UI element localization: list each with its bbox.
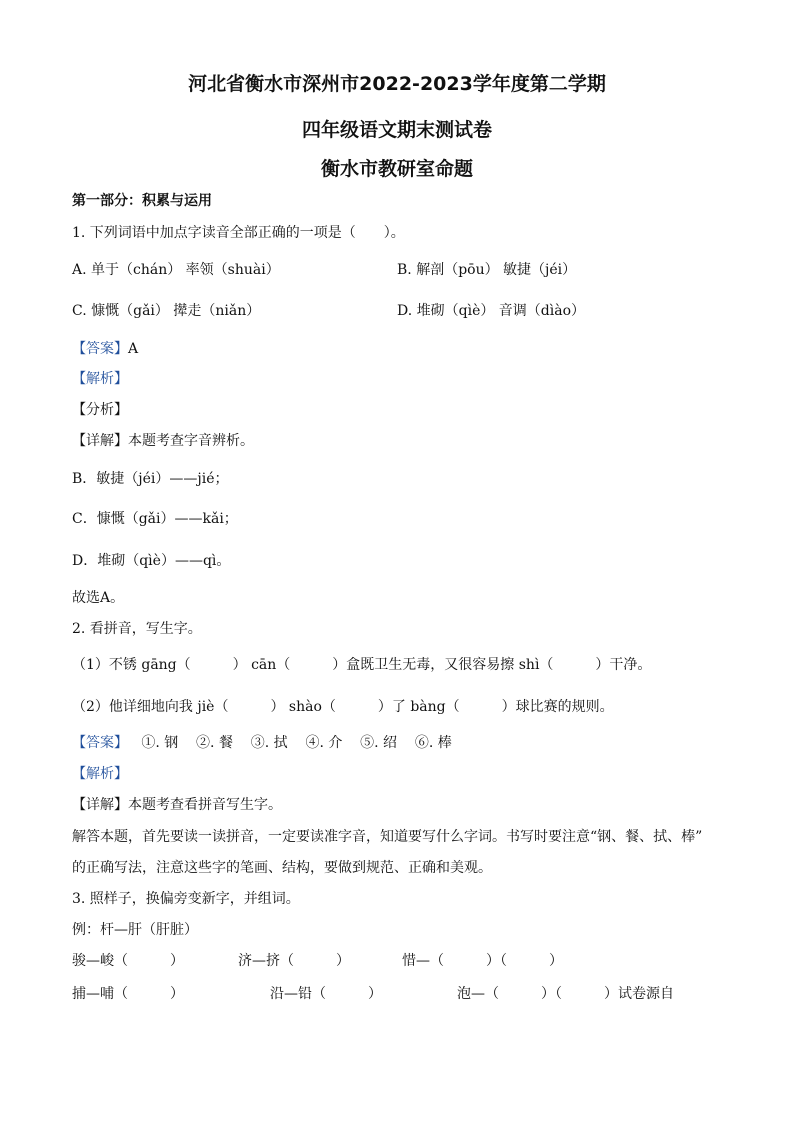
answer-tag: 【答案】 xyxy=(72,341,128,357)
q3-row1-col2: 济—挤（ ） xyxy=(238,953,350,969)
q1-line-d: D．堆砌（qìè）——qì。 xyxy=(72,553,231,569)
detail-tag: 【详解】 xyxy=(72,797,128,813)
q2-detail xyxy=(72,796,282,814)
q3-row2-col2: 沿—铅（ ） xyxy=(270,986,382,1002)
q2-jiexi-tag: 【解析】 xyxy=(72,766,128,782)
q1-line-b: B．敏捷（jéi）——jié； xyxy=(72,471,229,487)
q3-stem: 3. 照样子，换偏旁变新字，并组词。 xyxy=(72,891,300,907)
detail-tag: 【详解】 xyxy=(72,433,128,449)
exam-author: 衡水市教研室命题 xyxy=(320,158,473,180)
q1-answer xyxy=(72,340,138,358)
q1-detail xyxy=(72,432,254,450)
q2-para-2: 的正确写法，注意这些字的笔画、结构，要做到规范、正确和美观。 xyxy=(72,860,492,876)
answer-value: ①. 钢 ②. 餐 ③. 拭 ④. 介 ⑤. 绍 ⑥. 棒 xyxy=(128,735,452,751)
answer-value: A xyxy=(128,341,139,357)
q1-option-b: B. 解剖（pōu） 敏捷（jéi） xyxy=(397,262,577,278)
q1-jiexi-tag: 【解析】 xyxy=(72,371,128,387)
detail-text: 本题考查看拼音写生字。 xyxy=(128,797,282,813)
q2-answer xyxy=(72,734,452,752)
q3-row2-col3: 泡—（ ）（ ）试卷源自 xyxy=(457,986,674,1002)
detail-text: 本题考查字音辨析。 xyxy=(128,433,254,449)
q1-option-c: C. 慷慨（gǎi） 撵走（niǎn） xyxy=(72,303,261,319)
answer-tag: 【答案】 xyxy=(72,735,128,751)
q2-para-1: 解答本题，首先要读一读拼音，一定要读准字音，知道要写什么字词。书写时要注意“钢、餐、拭、棒” xyxy=(72,829,703,845)
q1-conclusion: 故选A。 xyxy=(72,590,125,606)
q3-row2-col1: 捕—哺（ ） xyxy=(72,986,184,1002)
q3-row1-col3: 惜—（ ）（ ） xyxy=(402,953,563,969)
q2-line-1: （1）不锈 gāng（ ） cān（ ）盒既卫生无毒，又很容易擦 shì（ ）干净。 xyxy=(72,657,652,673)
q1-stem: 1. 下列词语中加点字读音全部正确的一项是（ ）。 xyxy=(72,225,405,241)
q2-line-2: （2）他详细地向我 jiè（ ） shào（ ）了 bàng（ ）球比赛的规则。 xyxy=(72,699,614,715)
q1-fenxi-tag: 【分析】 xyxy=(72,402,128,418)
section-heading: 第一部分：积累与运用 xyxy=(72,193,212,209)
q1-line-c: C．慷慨（gǎi）——kǎi； xyxy=(72,511,238,527)
q3-example: 例：杆—肝（肝脏） xyxy=(72,922,198,938)
exam-title: 河北省衡水市深州市2022-2023学年度第二学期 xyxy=(188,73,606,95)
q1-option-a: A. 单于（chán） 率领（shuài） xyxy=(72,262,280,278)
exam-subtitle: 四年级语文期末测试卷 xyxy=(301,119,492,141)
q1-option-d: D. 堆砌（qìè） 音调（dìào） xyxy=(397,303,586,319)
q3-row1-col1: 骏—峻（ ） xyxy=(72,953,184,969)
q2-stem: 2. 看拼音，写生字。 xyxy=(72,621,202,637)
